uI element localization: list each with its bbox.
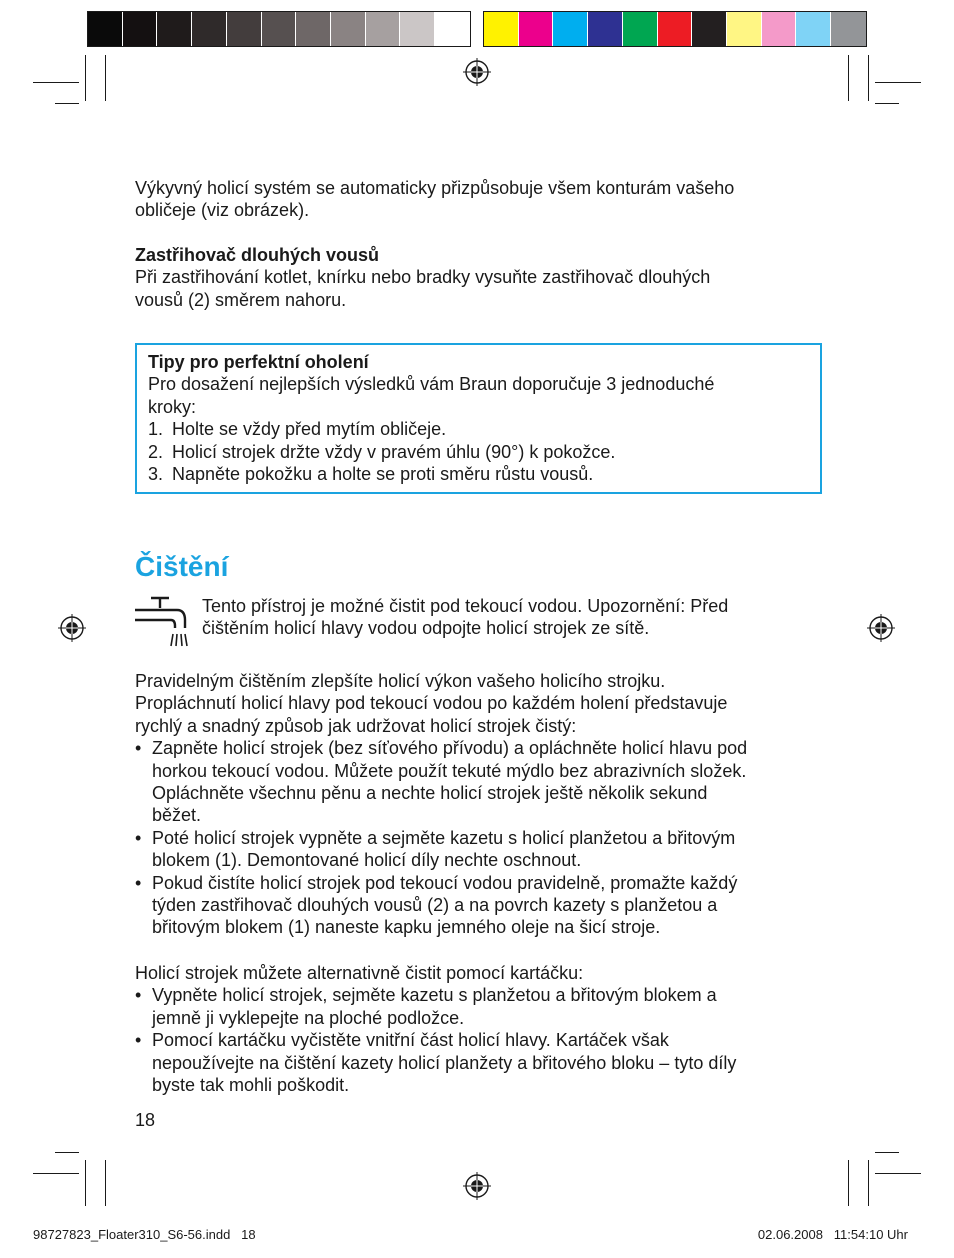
text-line: Pokud čistíte holicí strojek pod tekoucí vodou pravidelně, promažte každý bbox=[152, 872, 738, 893]
color-swatch bbox=[296, 12, 331, 46]
list-item bbox=[148, 463, 809, 485]
list-item bbox=[135, 827, 825, 872]
color-swatch bbox=[262, 12, 297, 46]
color-swatch bbox=[831, 12, 866, 46]
crop-mark bbox=[848, 55, 849, 101]
section-heading: Čištění bbox=[135, 551, 229, 582]
list-number: 3. bbox=[148, 464, 164, 485]
crop-mark bbox=[848, 1160, 849, 1206]
crop-mark bbox=[33, 82, 79, 83]
crop-mark bbox=[33, 1173, 79, 1174]
color-swatch bbox=[435, 12, 470, 46]
intro-paragraph bbox=[135, 177, 734, 222]
text-line: Pro dosažení nejlepších výsledků vám Braun doporučuje 3 jednoduché bbox=[148, 374, 715, 395]
text-line: obličeje (viz obrázek). bbox=[135, 200, 310, 221]
text-line: Propláchnutí holicí hlavy pod tekoucí vodou po každém holení představuje bbox=[135, 693, 728, 714]
text-line: vousů (2) směrem nahoru. bbox=[135, 289, 347, 310]
tap-paragraph bbox=[202, 595, 728, 640]
text-line: Tento přístroj je možné čistit pod tekoucí vodou. Upozornění: Před bbox=[202, 596, 729, 616]
bullet: • bbox=[135, 872, 142, 893]
tips-title: Tipy pro perfektní oholení bbox=[148, 352, 369, 372]
color-swatch bbox=[400, 12, 435, 46]
text-line: čištěním holicí hlavy vodou odpojte holicí strojek ze sítě. bbox=[202, 618, 650, 639]
crop-mark bbox=[85, 55, 86, 101]
cleaning-body bbox=[135, 670, 825, 939]
tips-box bbox=[135, 343, 822, 494]
color-swatch bbox=[157, 12, 192, 46]
color-swatch bbox=[88, 12, 123, 46]
bullet: • bbox=[135, 827, 142, 848]
color-swatch bbox=[588, 12, 623, 46]
text-line: rychlý a snadný způsob jak udržovat holicí strojek čistý: bbox=[135, 715, 577, 736]
text-line: Pravidelným čištěním zlepšíte holicí výkon vašeho holicího strojku. bbox=[135, 671, 666, 691]
crop-mark bbox=[55, 103, 79, 104]
color-swatch bbox=[192, 12, 227, 46]
gray-color-bar bbox=[87, 11, 471, 47]
list-item bbox=[148, 441, 809, 463]
list-item bbox=[135, 1029, 825, 1096]
water-tap-icon bbox=[133, 596, 189, 648]
color-swatch bbox=[623, 12, 658, 46]
text-line: kroky: bbox=[148, 396, 197, 417]
text-line: Zapněte holicí strojek (bez síťového přívodu) a opláchněte holicí hlavu pod bbox=[152, 738, 748, 759]
list-text: Holicí strojek držte vždy v pravém úhlu (90°) k pokožce. bbox=[172, 441, 616, 462]
list-item bbox=[135, 737, 825, 827]
registration-mark-icon bbox=[867, 614, 895, 642]
color-swatch bbox=[366, 12, 401, 46]
color-swatch bbox=[227, 12, 262, 46]
list-item bbox=[135, 872, 825, 939]
color-swatch bbox=[331, 12, 366, 46]
color-swatch bbox=[553, 12, 588, 46]
text-line: blokem (1). Demontované holicí díly nechte oschnout. bbox=[152, 850, 582, 871]
text-line: horkou tekoucí vodou. Můžete použít tekuté mýdlo bez abrazivních složek. bbox=[152, 760, 747, 781]
color-swatch bbox=[692, 12, 727, 46]
crop-mark bbox=[875, 1173, 921, 1174]
color-swatch bbox=[658, 12, 693, 46]
text-line: nepoužívejte na čištění kazety holicí planžety a břitového bloku – tyto díly bbox=[152, 1052, 737, 1073]
registration-mark-icon bbox=[58, 614, 86, 642]
crop-mark bbox=[875, 103, 899, 104]
brush-cleaning-body bbox=[135, 962, 825, 1096]
color-swatch bbox=[762, 12, 797, 46]
text-line: Při zastřihování kotlet, knírku nebo bradky vysuňte zastřihovač dlouhých bbox=[135, 267, 711, 288]
list-number: 1. bbox=[148, 419, 164, 440]
text-line: týden zastřihovač dlouhých vousů (2) a na povrch kazety s planžetou a bbox=[152, 895, 718, 916]
bullet: • bbox=[135, 738, 142, 759]
color-swatch bbox=[484, 12, 519, 46]
list-text: Napněte pokožku a holte se proti směru růstu vousů. bbox=[172, 464, 594, 485]
color-swatch bbox=[727, 12, 762, 46]
text-line: Poté holicí strojek vypněte a sejměte kazetu s holicí planžetou a břitovým bbox=[152, 827, 736, 848]
trimmer-section bbox=[135, 244, 710, 311]
crop-mark bbox=[105, 55, 106, 101]
crop-mark bbox=[85, 1160, 86, 1206]
crop-mark bbox=[875, 82, 921, 83]
registration-mark-icon bbox=[463, 1172, 491, 1200]
list-number: 2. bbox=[148, 441, 164, 462]
text-line: jemně ji vyklepejte na ploché podložce. bbox=[152, 1007, 465, 1028]
crop-mark bbox=[868, 1160, 869, 1206]
footer-date: 02.06.2008 11:54:10 Uhr bbox=[757, 1227, 908, 1242]
text-line: břitovým blokem (1) naneste kapku jemného oleje na šicí stroje. bbox=[152, 917, 661, 938]
color-swatch bbox=[123, 12, 158, 46]
color-swatch bbox=[796, 12, 831, 46]
text-line: Výkyvný holicí systém se automaticky přizpůsobuje všem konturám vašeho bbox=[135, 178, 735, 198]
bullet: • bbox=[135, 1030, 142, 1051]
list-item bbox=[135, 984, 825, 1029]
crop-mark bbox=[868, 55, 869, 101]
process-color-bar bbox=[483, 11, 867, 47]
text-line: běžet. bbox=[152, 805, 202, 826]
footer-file: 98727823_Floater310_S6-56.indd 18 bbox=[33, 1227, 256, 1242]
text-line: Holicí strojek můžete alternativně čistit pomocí kartáčku: bbox=[135, 963, 584, 983]
trimmer-title: Zastřihovač dlouhých vousů bbox=[135, 245, 380, 265]
text-line: byste tak mohli poškodit. bbox=[152, 1075, 350, 1096]
text-line: Opláchněte všechnu pěnu a nechte holicí strojek ještě několik sekund bbox=[152, 783, 708, 804]
crop-mark bbox=[105, 1160, 106, 1206]
crop-mark bbox=[875, 1152, 899, 1153]
crop-mark bbox=[55, 1152, 79, 1153]
text-line: Pomocí kartáčku vyčistěte vnitřní část holicí hlavy. Kartáček však bbox=[152, 1030, 669, 1051]
color-swatch bbox=[519, 12, 554, 46]
list-item bbox=[148, 418, 809, 440]
list-text: Holte se vždy před mytím obličeje. bbox=[172, 419, 447, 440]
registration-mark-icon bbox=[463, 58, 491, 86]
page-number: 18 bbox=[135, 1110, 156, 1130]
text-line: Vypněte holicí strojek, sejměte kazetu s planžetou a břitovým blokem a bbox=[152, 985, 717, 1006]
bullet: • bbox=[135, 985, 142, 1006]
